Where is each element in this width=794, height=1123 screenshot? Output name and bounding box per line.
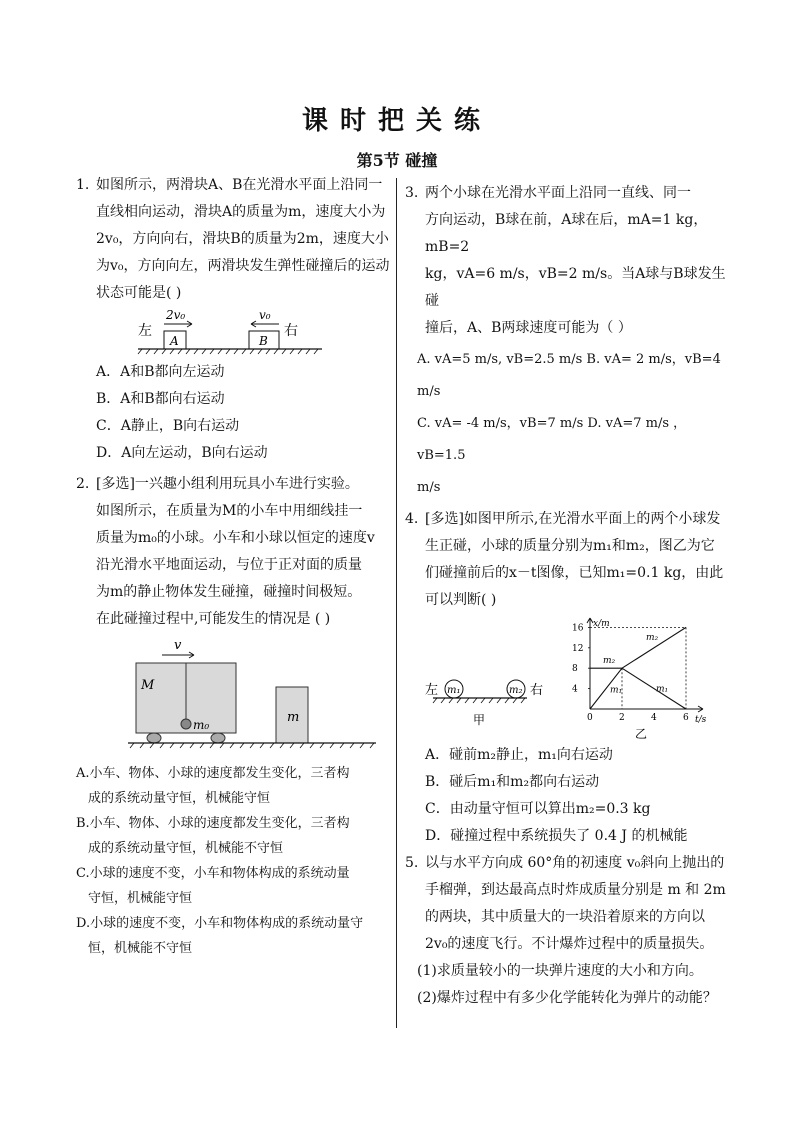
option-line: 恒，机械能不守恒 (88, 941, 193, 956)
question-number: 4. (405, 511, 419, 527)
question-line: 方向运动，B球在前，A球在后，mA=1 kg，mB=2 (425, 212, 708, 255)
option-d (76, 911, 394, 961)
option-line: A.小车、物体、小球的速度都发生变化，三者构 (76, 766, 350, 781)
option-d: D．A向左运动，B向右运动 (96, 445, 268, 461)
option-line: C.小球的速度不变，小车和物体构成的系统动量 (76, 866, 350, 881)
velocity-b-label: v₀ (259, 308, 271, 322)
x-tick-label: 0 (587, 713, 593, 723)
right-label: 右 (530, 683, 544, 698)
question-line: kg，vA=6 m/s，vB=2 m/s。当A球与B球发生碰 (425, 266, 726, 309)
option-cd: C. vA= -4 m/s，vB=7 m/s D. vA=7 m/s ， vB=1.5 (417, 416, 687, 463)
option-c (76, 861, 394, 911)
question-line: 可以判断( ) (425, 592, 497, 608)
option-line: 成的系统动量守恒，机械能守恒 (88, 791, 271, 806)
caption-yi: 乙 (635, 727, 648, 741)
question-line: 如图所示，两滑块A、B在光滑水平面上沿同一 (96, 177, 383, 193)
question-2 (76, 471, 394, 961)
q4-figures (405, 614, 727, 742)
x-tick-label: 4 (651, 713, 657, 723)
question-line: 为m的静止物体发生碰撞，碰撞时间极短。 (96, 584, 362, 600)
series-label: m₁ (656, 684, 669, 695)
option-a: A．A和B都向左运动 (96, 364, 225, 380)
ground-hatch (130, 743, 374, 748)
right-label: 右 (284, 323, 298, 339)
y-tick-label: 12 (572, 643, 584, 654)
velocity-label: v (174, 638, 182, 653)
question-line: 为v₀，方向向左，两滑块发生弹性碰撞后的运动 (96, 258, 390, 274)
ball-1-label: m₁ (447, 685, 461, 696)
ground-hatch (433, 698, 525, 703)
question-number: 2. (76, 476, 90, 492)
right-column (405, 180, 727, 1012)
question-line: 两个小球在光滑水平面上沿同一直线、同一 (425, 185, 691, 201)
option-d: D．碰撞过程中系统损失了 0.4 J 的机械能 (425, 828, 688, 844)
y-tick-label: 8 (572, 664, 578, 675)
question-line: 直线相向运动，滑块A的质量为m，速度大小为 (96, 204, 386, 220)
y-tick-label: 16 (572, 623, 584, 634)
sub-question-2: (2)爆炸过程中有多少化学能转化为弹片的动能？ (417, 990, 717, 1006)
option-b: B．碰后m₁和m₂都向右运动 (425, 774, 600, 790)
left-column (76, 172, 394, 961)
question-line: 手榴弹，到达最高点时炸成质量分别是 m 和 2m (425, 882, 726, 898)
q2-figure (76, 633, 394, 761)
question-3 (405, 180, 727, 504)
ball-mass-label: m₀ (193, 718, 210, 732)
question-4 (405, 506, 727, 850)
xt-chart (565, 614, 715, 742)
y-tick-label: 4 (572, 684, 578, 695)
question-line: 沿光滑水平地面运动，与位于正对面的质量 (96, 557, 362, 573)
section-subtitle: 第5节 碰撞 (356, 151, 438, 170)
question-line: 质量为m₀的小球。小车和小球以恒定的速度v (96, 530, 375, 546)
series-line (622, 668, 686, 709)
question-5 (405, 850, 727, 1012)
option-b: B．A和B都向右运动 (96, 391, 225, 407)
question-line: 在此碰撞过程中,可能发生的情况是 ( ) (96, 611, 331, 627)
option-ab: A. vA=5 m/s, vB=2.5 m/s B. vA= 2 m/s，vB=4 m/s (417, 352, 721, 399)
question-line: 2v₀，方向向右，滑块B的质量为2m，速度大小 (96, 231, 389, 247)
question-number: 5. (405, 855, 419, 871)
x-tick-label: 6 (683, 713, 689, 723)
question-line: 撞后，A、B两球速度可能为（ ） (425, 320, 632, 336)
option-a: A．碰前m₂静止，m₁向右运动 (425, 747, 613, 763)
option-b (76, 811, 394, 861)
question-line: 生正碰，小球的质量分别为m₁和m₂，图乙为它 (425, 538, 715, 554)
option-line: D.小球的速度不变，小车和物体构成的系统动量守 (76, 916, 364, 931)
series-label: m₂ (646, 632, 659, 643)
left-label: 左 (138, 323, 152, 339)
q1-figure (76, 307, 394, 359)
cart-mass-label: M (141, 678, 155, 693)
y-axis-label: x/m (593, 619, 610, 629)
block-b-label: B (259, 334, 268, 348)
question-number: 3. (405, 185, 419, 201)
option-line: B.小车、物体、小球的速度都发生变化，三者构 (76, 816, 350, 831)
option-c: C．A静止，B向右运动 (96, 418, 240, 434)
question-line: 以与水平方向成 60°角的初速度 v₀斜向上抛出的 (425, 855, 725, 871)
left-label: 左 (425, 683, 439, 698)
option-cd-cont: m/s (417, 480, 441, 495)
sub-question-1: (1)求质量较小的一块弹片速度的大小和方向。 (417, 963, 703, 979)
ball-2-label: m₂ (509, 685, 523, 696)
wheel-right (211, 733, 225, 743)
question-number: 1. (76, 177, 90, 193)
series-label: m₁ (610, 685, 623, 696)
question-line: 2v₀的速度飞行。不计爆炸过程中的质量损失。 (425, 936, 714, 952)
ground-hatch (138, 349, 318, 354)
question-line: [多选]一兴趣小组利用玩具小车进行实验。 (96, 476, 359, 492)
option-line: 成的系统动量守恒，机械能不守恒 (88, 841, 284, 856)
option-line: 守恒，机械能守恒 (88, 891, 193, 906)
question-1 (76, 172, 394, 467)
question-line: 状态可能是( ) (96, 285, 182, 301)
caption-jia: 甲 (473, 713, 486, 727)
question-line: 们碰撞前后的x－t图像，已知m₁=0.1 kg，由此 (425, 565, 724, 581)
q3-options (405, 344, 727, 504)
velocity-a-label: 2v₀ (166, 308, 186, 322)
wheel-left (147, 733, 161, 743)
x-axis-label: t/s (695, 715, 707, 725)
question-line: 如图所示，在质量为M的小车中用细线挂一 (96, 503, 363, 519)
option-a (76, 761, 394, 811)
block-a-label: A (170, 334, 179, 348)
figure-jia (423, 664, 553, 734)
column-divider (396, 178, 397, 1028)
question-line: [多选]如图甲所示,在光滑水平面上的两个小球发 (425, 511, 721, 527)
page-title: 课时把关练 (301, 106, 492, 136)
question-line: 的两块，其中质量大的一块沿着原来的方向以 (425, 909, 705, 925)
series-label: m₂ (603, 656, 616, 667)
object-mass-label: m (287, 710, 300, 725)
ball (181, 719, 191, 729)
option-c: C．由动量守恒可以算出m₂=0.3 kg (425, 801, 651, 817)
x-tick-label: 2 (619, 713, 625, 723)
